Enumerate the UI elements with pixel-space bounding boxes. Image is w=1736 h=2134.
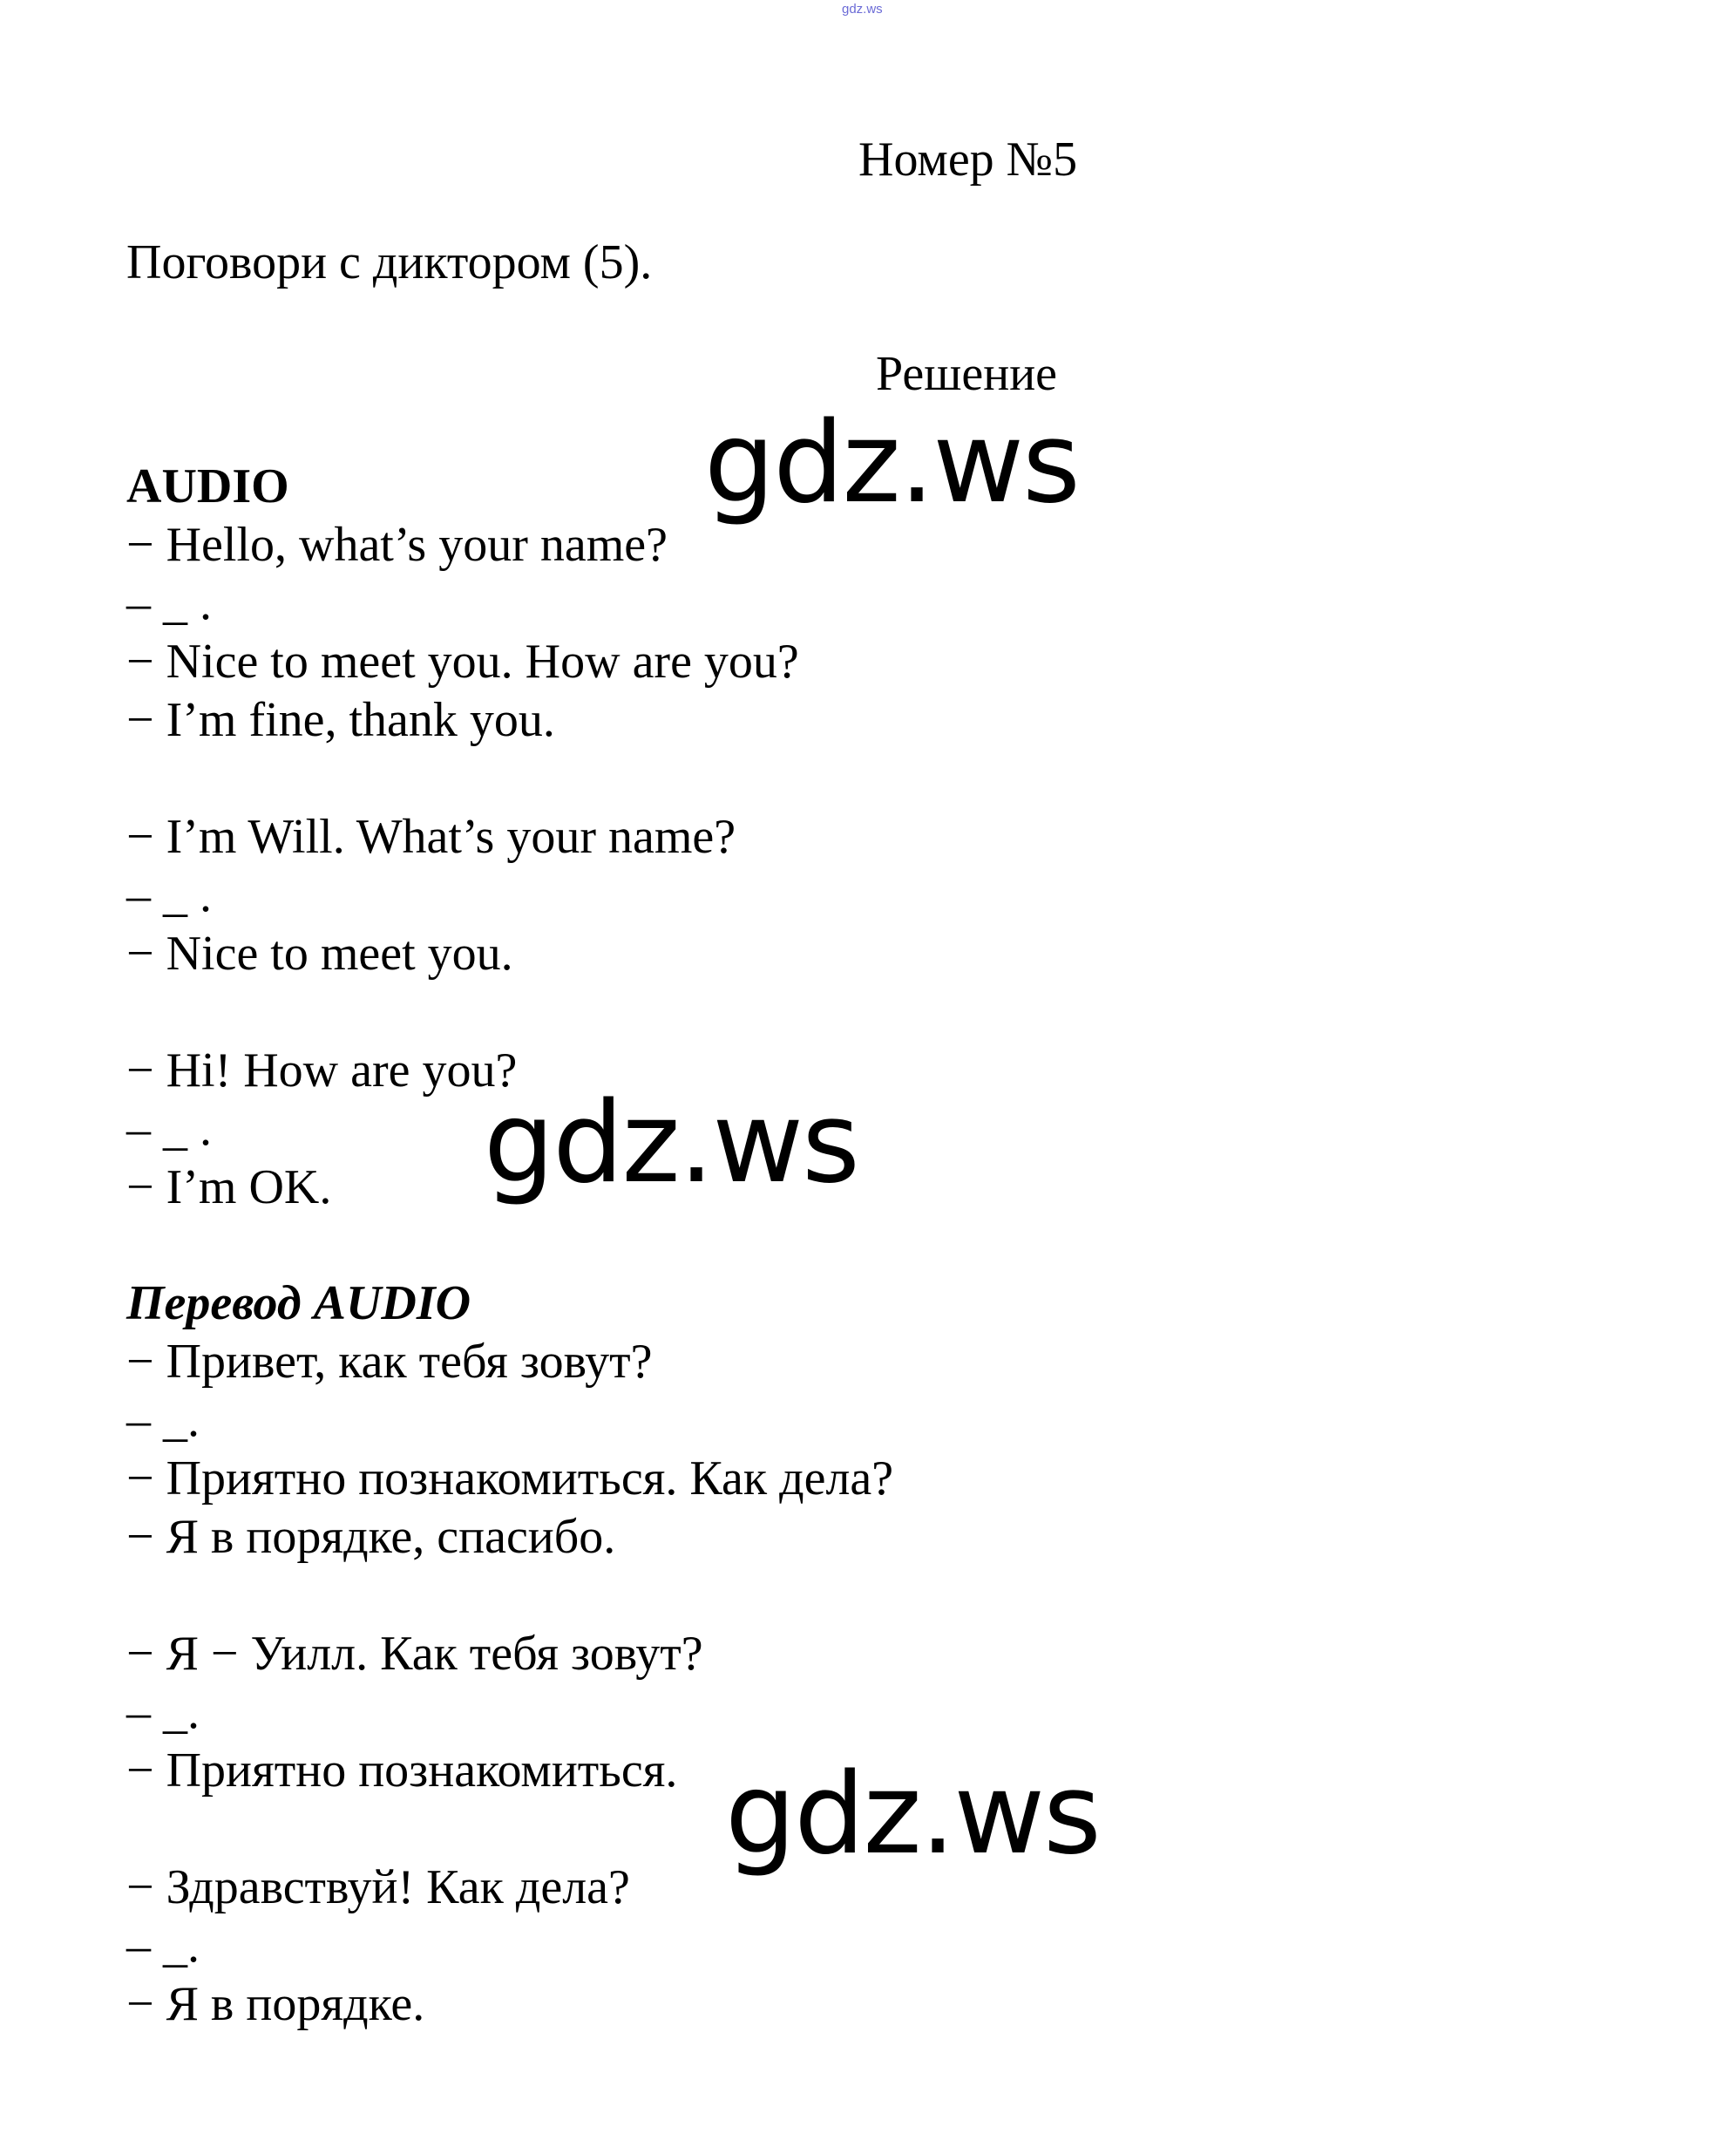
translation-line: – _. — [126, 1919, 200, 1973]
translation-line: − Здравствуй! Как дела? — [126, 1860, 630, 1914]
audio-line: − Nice to meet you. How are you? — [126, 635, 799, 689]
translation-line: − Я в порядке, спасибо. — [126, 1510, 616, 1564]
audio-line: − I’m OK. — [126, 1160, 332, 1214]
task-number: Номер №5 — [858, 133, 1078, 187]
audio-gap — [126, 750, 799, 808]
audio-heading: AUDIO — [126, 459, 289, 513]
audio-line: – _ . — [126, 576, 212, 630]
translation-heading: Перевод AUDIO — [126, 1276, 471, 1330]
top-watermark: gdz.ws — [842, 2, 883, 17]
audio-line: − I’m Will. What’s your name? — [126, 810, 736, 864]
translation-line: – _. — [126, 1685, 200, 1739]
watermark-logo: gdz.ws — [725, 1750, 1100, 1879]
audio-line: − Hi! How are you? — [126, 1043, 518, 1098]
translation-dialog — [126, 1274, 893, 2034]
audio-line: − I’m fine, thank you. — [126, 693, 555, 747]
translation-line: – _. — [126, 1393, 200, 1447]
watermark-logo: gdz.ws — [704, 398, 1079, 528]
task-text: Поговори с диктором (5). — [126, 235, 653, 289]
translation-line: − Приятно познакомиться. — [126, 1743, 678, 1798]
solution-label: Решение — [876, 347, 1058, 401]
audio-line: − Hello, what’s your name? — [126, 518, 668, 572]
translation-line: − Привет, как тебя зовут? — [126, 1335, 653, 1389]
translation-line: − Я − Уилл. Как тебя зовут? — [126, 1627, 703, 1681]
audio-gap — [126, 983, 799, 1042]
translation-gap — [126, 1567, 893, 1625]
translation-line: − Приятно познакомиться. Как дела? — [126, 1451, 894, 1505]
audio-line: – _ . — [126, 1102, 212, 1156]
audio-line: – _ . — [126, 868, 212, 922]
watermark-logo: gdz.ws — [484, 1078, 858, 1208]
translation-line: − Я в порядке. — [126, 1977, 425, 2031]
audio-line: − Nice to meet you. — [126, 927, 513, 981]
